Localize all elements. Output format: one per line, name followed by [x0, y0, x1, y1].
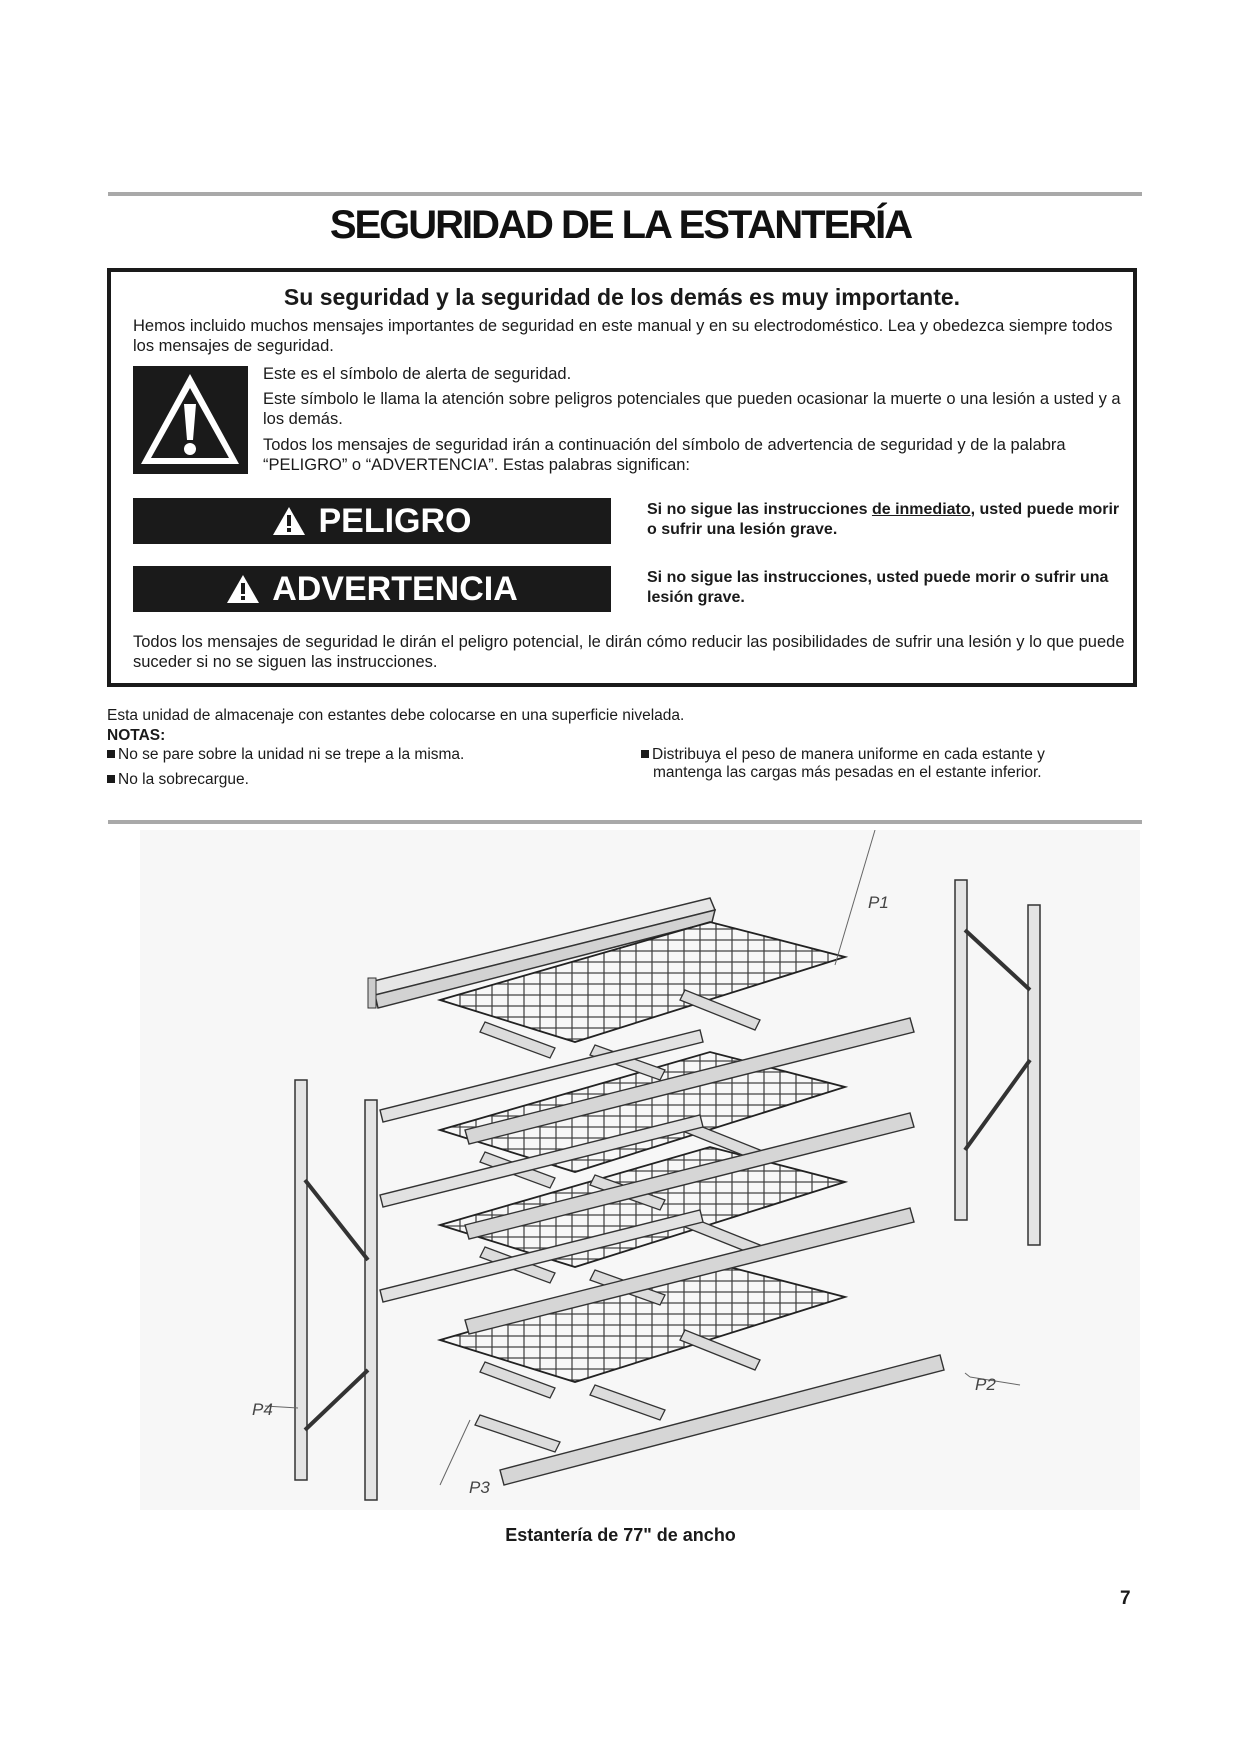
alert-line-3: Todos los mensajes de seguridad irán a continuación del símbolo de advertencia de seguridad y de la palabra “PELIGRO” o “ADVERTENCIA”. Estas palabras significan: [263, 436, 1066, 474]
safety-title: SEGURIDAD DE LA ESTANTERÍA [329, 203, 912, 247]
notes-label: NOTAS: [107, 727, 166, 744]
bullet-icon [107, 775, 115, 783]
warning-description: Si no sigue las instrucciones, usted puede morir o sufrir una lesión grave. [647, 569, 1109, 606]
parts-rule [108, 820, 1142, 824]
top-rule [108, 192, 1142, 196]
note-item [641, 746, 1103, 782]
bullet-icon [107, 750, 115, 758]
warning-label: ADVERTENCIA [272, 569, 518, 608]
warning-triangle-icon [133, 366, 248, 474]
danger-desc-emphasis: de inmediato [871, 501, 971, 518]
callout-p4: P4 [252, 1400, 273, 1419]
note-item [107, 771, 249, 789]
warning-signal [133, 566, 611, 612]
safety-box [107, 268, 1137, 687]
notes-intro: Esta unidad de almacenaje con estantes debe colocarse en una superficie nivelada. [107, 707, 685, 724]
bullet-icon [641, 750, 649, 758]
safety-heading: Su seguridad y la seguridad de los demás es muy importante. [283, 284, 961, 310]
danger-desc-post: , usted puede morir o sufrir una lesión grave. [647, 501, 1120, 538]
diagram-caption: Estantería de 77" de ancho [505, 1525, 736, 1545]
note-item [107, 746, 464, 764]
callout-p1: P1 [868, 893, 889, 912]
shelving-exploded-diagram [140, 830, 1140, 1510]
danger-label: PELIGRO [318, 501, 472, 540]
note-item-text: Distribuya el peso de manera uniforme en cada estante y mantenga las cargas más pesadas en el estante inferior. [652, 746, 1045, 781]
note-item-text: No la sobrecargue. [118, 771, 249, 788]
note-item-text: No se pare sobre la unidad ni se trepe a la misma. [118, 746, 465, 763]
danger-description [647, 500, 1127, 540]
safety-intro: Hemos incluido muchos mensajes importantes de seguridad en este manual y en su electrodoméstico. Lea y obedezca siempre todos los mensajes de seguridad. [133, 317, 1113, 355]
callout-p2: P2 [975, 1375, 996, 1394]
callout-p3: P3 [469, 1478, 490, 1497]
alert-line-1: Este es el símbolo de alerta de seguridad. [263, 365, 572, 383]
danger-desc-pre: Si no sigue las instrucciones [647, 501, 872, 518]
alert-line-2: Este símbolo le llama la atención sobre peligros potenciales que pueden ocasionar la muerte o una lesión a usted y a los demás. [263, 390, 1121, 428]
alert-triangle-icon [226, 574, 260, 604]
page-number: 7 [1120, 1588, 1131, 1609]
danger-signal [133, 498, 611, 544]
alert-triangle-icon [272, 506, 306, 536]
safety-closing: Todos los mensajes de seguridad le dirán el peligro potencial, le dirán cómo reducir las posibilidades de sufrir una lesión y lo que puede suceder si no se siguen las instrucciones. [133, 633, 1125, 671]
